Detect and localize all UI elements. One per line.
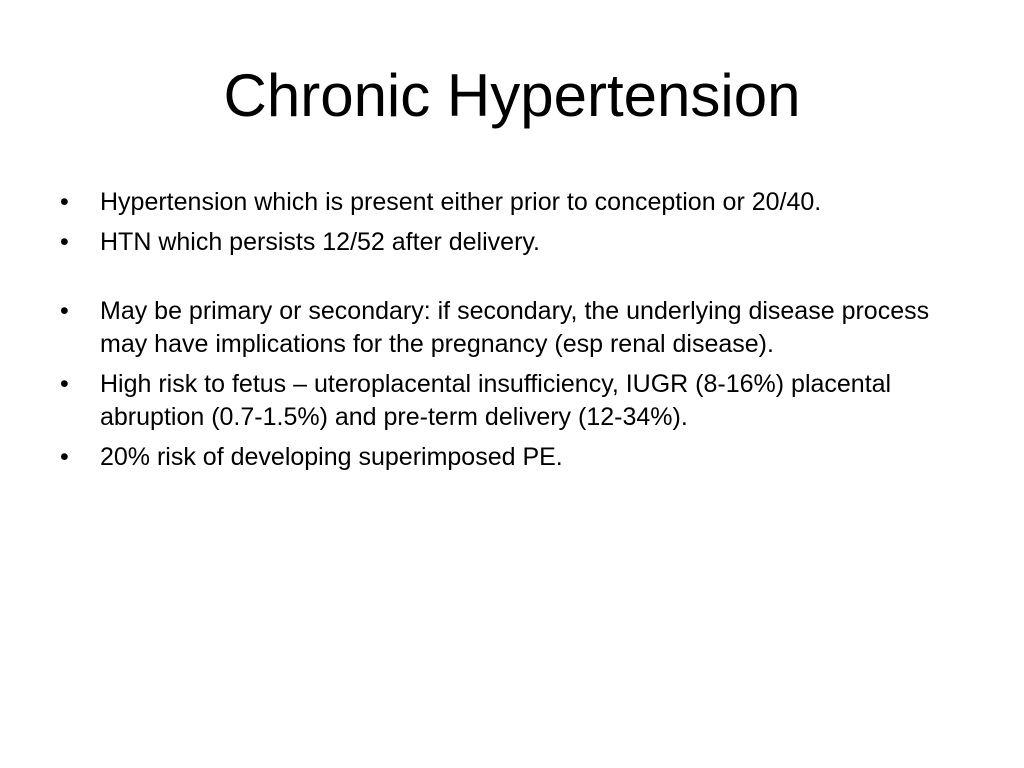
bullet-item xyxy=(60,368,960,434)
bullet-list xyxy=(60,186,960,481)
bullet-item xyxy=(60,186,960,219)
bullet-icon: • xyxy=(60,297,69,325)
bullet-icon: • xyxy=(60,370,69,398)
bullet-icon: • xyxy=(60,228,69,256)
bullet-text: 20% risk of developing superimposed PE. xyxy=(100,443,563,471)
bullet-text: Hypertension which is present either prior to conception or 20/40. xyxy=(100,188,822,216)
bullet-text: May be primary or secondary: if secondary, the underlying disease process may have implications for the pregnancy (esp renal disease). xyxy=(100,297,930,358)
bullet-text: HTN which persists 12/52 after delivery. xyxy=(100,228,540,256)
bullet-icon: • xyxy=(60,188,69,216)
bullet-text: High risk to fetus – uteroplacental insufficiency, IUGR (8-16%) placental abruption (0.7-1.5%) and pre-term delivery (12-34%). xyxy=(100,370,892,431)
bullet-icon: • xyxy=(60,443,69,471)
bullet-item xyxy=(60,441,960,474)
bullet-item xyxy=(60,295,960,361)
slide-title: Chronic Hypertension xyxy=(223,62,801,129)
bullet-item xyxy=(60,226,960,259)
